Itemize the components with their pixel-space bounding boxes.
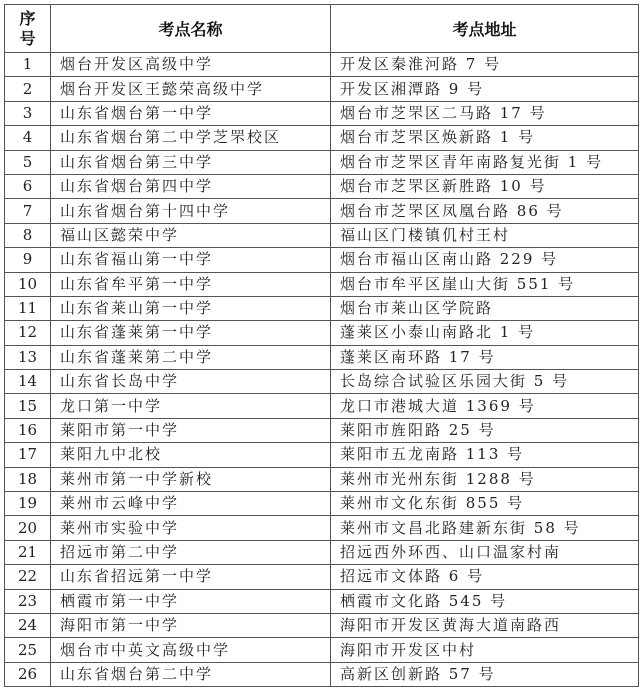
row-index: 7 [5, 199, 51, 223]
site-name: 山东省福山第一中学 [51, 248, 331, 272]
row-index: 14 [5, 370, 51, 394]
table-row [5, 540, 639, 564]
row-index: 22 [5, 565, 51, 589]
row-index: 9 [5, 248, 51, 272]
site-name: 山东省烟台第二中学 [51, 662, 331, 686]
table-row [5, 418, 639, 442]
row-index: 17 [5, 443, 51, 467]
site-address: 莱阳市五龙南路 113 号 [331, 443, 639, 467]
table-row [5, 321, 639, 345]
row-index: 20 [5, 516, 51, 540]
site-name: 招远市第二中学 [51, 540, 331, 564]
row-index: 25 [5, 638, 51, 662]
table-row [5, 467, 639, 491]
row-index: 24 [5, 613, 51, 637]
row-index: 2 [5, 77, 51, 101]
table-row [5, 589, 639, 613]
site-address: 烟台市芝罘区凤凰台路 86 号 [331, 199, 639, 223]
table-row [5, 345, 639, 369]
site-address: 长岛综合试验区乐园大街 5 号 [331, 370, 639, 394]
table-row [5, 565, 639, 589]
row-index: 12 [5, 321, 51, 345]
row-index: 11 [5, 296, 51, 320]
row-index: 21 [5, 540, 51, 564]
header-row [5, 5, 639, 53]
table-row [5, 248, 639, 272]
table-row [5, 443, 639, 467]
row-index: 3 [5, 101, 51, 125]
site-name: 莱阳市第一中学 [51, 418, 331, 442]
site-name: 莱州市云峰中学 [51, 492, 331, 516]
site-name: 山东省蓬莱第一中学 [51, 321, 331, 345]
site-address: 招远市文体路 6 号 [331, 565, 639, 589]
site-name: 山东省莱山第一中学 [51, 296, 331, 320]
site-name: 莱州市实验中学 [51, 516, 331, 540]
site-address: 开发区湘潭路 9 号 [331, 77, 639, 101]
site-name: 烟台市中英文高级中学 [51, 638, 331, 662]
table-row [5, 296, 639, 320]
site-name: 山东省烟台第一中学 [51, 101, 331, 125]
site-address: 莱阳市旌阳路 25 号 [331, 418, 639, 442]
site-name: 烟台开发区王懿荣高级中学 [51, 77, 331, 101]
site-address: 开发区秦淮河路 7 号 [331, 53, 639, 77]
site-address: 龙口市港城大道 1369 号 [331, 394, 639, 418]
row-index: 19 [5, 492, 51, 516]
row-index: 23 [5, 589, 51, 613]
table-row [5, 516, 639, 540]
site-address: 蓬莱区南环路 17 号 [331, 345, 639, 369]
site-name: 山东省牟平第一中学 [51, 272, 331, 296]
row-index: 15 [5, 394, 51, 418]
row-index: 26 [5, 662, 51, 686]
row-index: 10 [5, 272, 51, 296]
row-index: 5 [5, 150, 51, 174]
site-address: 莱州市文化东街 855 号 [331, 492, 639, 516]
site-address: 蓬莱区小泰山南路北 1 号 [331, 321, 639, 345]
site-address: 烟台市莱山区学院路 [331, 296, 639, 320]
site-address: 海阳市开发区黄海大道南路西 [331, 613, 639, 637]
table-row [5, 662, 639, 686]
site-name: 莱州市第一中学新校 [51, 467, 331, 491]
site-address: 高新区创新路 57 号 [331, 662, 639, 686]
table-row [5, 223, 639, 247]
site-address: 栖霞市文化路 545 号 [331, 589, 639, 613]
site-address: 烟台市芝罘区二马路 17 号 [331, 101, 639, 125]
site-name: 山东省招远第一中学 [51, 565, 331, 589]
table-row [5, 394, 639, 418]
site-name: 海阳市第一中学 [51, 613, 331, 637]
row-index: 1 [5, 53, 51, 77]
site-address: 烟台市牟平区崖山大街 551 号 [331, 272, 639, 296]
site-address: 莱州市光州东街 1288 号 [331, 467, 639, 491]
row-index: 16 [5, 418, 51, 442]
table-row [5, 101, 639, 125]
table-row [5, 199, 639, 223]
site-name: 山东省烟台第四中学 [51, 174, 331, 198]
exam-sites-table [4, 4, 639, 687]
site-address: 烟台市芝罘区焕新路 1 号 [331, 126, 639, 150]
site-name: 栖霞市第一中学 [51, 589, 331, 613]
site-name: 莱阳九中北校 [51, 443, 331, 467]
row-index: 8 [5, 223, 51, 247]
site-name: 龙口第一中学 [51, 394, 331, 418]
table-row [5, 174, 639, 198]
site-address: 烟台市芝罘区青年南路复光街 1 号 [331, 150, 639, 174]
table-row [5, 638, 639, 662]
row-index: 6 [5, 174, 51, 198]
table-row [5, 272, 639, 296]
table-row [5, 53, 639, 77]
site-address: 烟台市福山区南山路 229 号 [331, 248, 639, 272]
site-address: 海阳市开发区中村 [331, 638, 639, 662]
table-row [5, 492, 639, 516]
site-name: 山东省烟台第三中学 [51, 150, 331, 174]
table-row [5, 613, 639, 637]
site-name: 山东省长岛中学 [51, 370, 331, 394]
site-name: 烟台开发区高级中学 [51, 53, 331, 77]
site-name: 山东省烟台第二中学芝罘校区 [51, 126, 331, 150]
header-index: 序 号 [5, 5, 51, 53]
table-row [5, 150, 639, 174]
site-name: 山东省蓬莱第二中学 [51, 345, 331, 369]
header-name: 考点名称 [51, 5, 331, 53]
table-row [5, 126, 639, 150]
site-address: 莱州市文昌北路建新东街 58 号 [331, 516, 639, 540]
site-address: 福山区门楼镇仉村王村 [331, 223, 639, 247]
site-name: 山东省烟台第十四中学 [51, 199, 331, 223]
header-address: 考点地址 [331, 5, 639, 53]
row-index: 13 [5, 345, 51, 369]
table-row [5, 370, 639, 394]
site-address: 招远西外环西、山口温家村南 [331, 540, 639, 564]
site-name: 福山区懿荣中学 [51, 223, 331, 247]
table-row [5, 77, 639, 101]
row-index: 4 [5, 126, 51, 150]
site-address: 烟台市芝罘区新胜路 10 号 [331, 174, 639, 198]
row-index: 18 [5, 467, 51, 491]
